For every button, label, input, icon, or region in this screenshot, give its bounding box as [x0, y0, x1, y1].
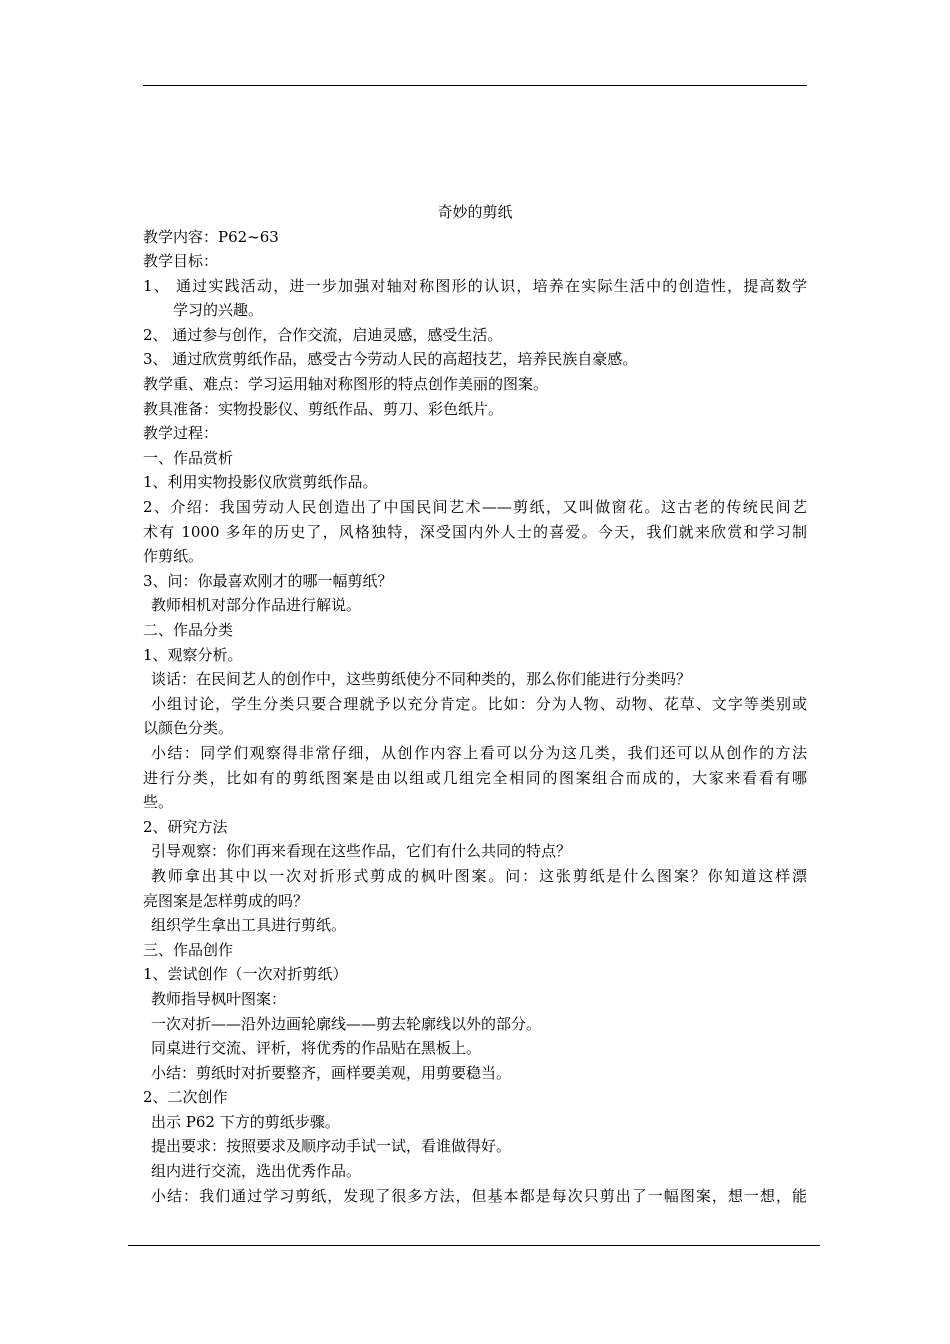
text-line: 2、介绍：我国劳动人民创造出了中国民间艺术——剪纸，又叫做窗花。这古老的传统民间艺: [143, 498, 807, 517]
document-body: [143, 200, 807, 1208]
text-line: 小结：同学们观察得非常仔细，从创作内容上看可以分为这几类，我们还可以从创作的方法: [151, 743, 807, 762]
text-line: 出示 P62 下方的剪纸步骤。: [151, 1112, 340, 1131]
text-line: 同桌进行交流、评析，将优秀的作品贴在黑板上。: [151, 1039, 482, 1058]
text-line: 引导观察：你们再来看现在这些作品，它们有什么共同的特点？: [151, 842, 572, 861]
text-line: 教学目标：: [143, 252, 219, 271]
text-line: 以颜色分类。: [143, 719, 234, 738]
header-rule: [143, 85, 807, 86]
document-title: 奇妙的剪纸: [437, 203, 513, 221]
text-line: 作剪纸。: [143, 547, 204, 566]
text-line: 教师指导枫叶图案：: [151, 989, 287, 1008]
text-line: 术有 1000 多年的历史了，风格独特，深受国内外人士的喜爱。今天，我们就来欣赏和学习制: [143, 522, 807, 541]
text-line: 学习的兴趣。: [173, 301, 264, 320]
section-heading: 三、作品创作: [143, 940, 234, 959]
text-line: 些。: [143, 793, 174, 812]
text-line: 教具准备：实物投影仪、剪纸作品、剪刀、彩色纸片。: [143, 399, 504, 418]
footer-rule: [128, 1245, 820, 1246]
text-line: 组内进行交流，选出优秀作品。: [151, 1162, 362, 1181]
text-line: 教师相机对部分作品进行解说。: [151, 596, 362, 615]
text-line: 1、尝试创作（一次对折剪纸）: [143, 965, 348, 984]
text-line: 进行分类，比如有的剪纸图案是由以组或几组完全相同的图案组合而成的，大家来看看有哪: [143, 768, 807, 787]
text-line: 提出要求：按照要求及顺序动手试一试，看谁做得好。: [151, 1137, 512, 1156]
text-line: 1、观察分析。: [143, 645, 243, 664]
text-line: 1、 通过实践活动，进一步加强对轴对称图形的认识，培养在实际生活中的创造性，提高数学: [143, 276, 807, 295]
text-line: 谈话：在民间艺人的创作中，这些剪纸使分不同种类的，那么你们能进行分类吗？: [151, 670, 692, 689]
text-line: 一次对折——沿外边画轮廓线——剪去轮廓线以外的部分。: [151, 1014, 542, 1033]
text-line: 小组讨论，学生分类只要合理就予以充分肯定。比如：分为人物、动物、花草、文字等类别或: [151, 694, 807, 713]
text-line: 3、 通过欣赏剪纸作品，感受古今劳动人民的高超技艺，培养民族自豪感。: [143, 350, 638, 369]
text-line: 小结：我们通过学习剪纸，发现了很多方法，但基本都是每次只剪出了一幅图案，想一想，能: [151, 1186, 807, 1205]
text-line: 2、 通过参与创作，合作交流，启迪灵感，感受生活。: [143, 325, 503, 344]
section-heading: 一、作品赏析: [143, 448, 234, 467]
text-line: 教学内容：P62~63: [143, 227, 279, 246]
text-line: 教学重、难点：学习运用轴对称图形的特点创作美丽的图案。: [143, 375, 549, 394]
text-line: 3、问：你最喜欢刚才的哪一幅剪纸？: [143, 571, 393, 590]
text-line: 教师拿出其中以一次对折形式剪成的枫叶图案。问：这张剪纸是什么图案？你知道这样漂: [151, 866, 807, 885]
text-line: 2、研究方法: [143, 817, 228, 836]
text-line: 2、二次创作: [143, 1088, 228, 1107]
text-line: 小结：剪纸时对折要整齐，画样要美观，用剪要稳当。: [151, 1063, 512, 1082]
text-line: 教学过程：: [143, 424, 219, 443]
text-line: 1、利用实物投影仪欣赏剪纸作品。: [143, 473, 378, 492]
text-line: 组织学生拿出工具进行剪纸。: [151, 916, 347, 935]
section-heading: 二、作品分类: [143, 621, 234, 639]
text-line: 亮图案是怎样剪成的吗？: [143, 891, 309, 910]
